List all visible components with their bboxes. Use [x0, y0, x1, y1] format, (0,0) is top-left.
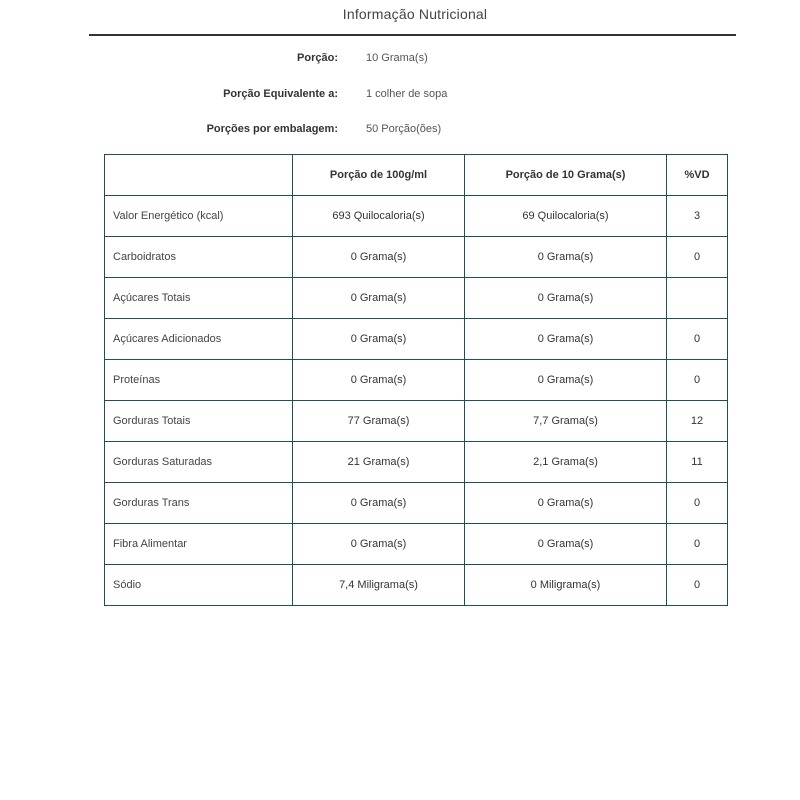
- table-row: [105, 196, 728, 237]
- title-divider: [89, 34, 736, 36]
- per-serving-value: 69 Quilocaloria(s): [465, 196, 667, 237]
- table-row: [105, 278, 728, 319]
- header-daily-value: %VD: [667, 155, 728, 196]
- daily-value: 3: [667, 196, 728, 237]
- nutrient-name: Gorduras Trans: [105, 483, 293, 524]
- per-serving-value: 0 Grama(s): [465, 237, 667, 278]
- daily-value: 0: [667, 319, 728, 360]
- table-row: [105, 401, 728, 442]
- header-per-serving: Porção de 10 Grama(s): [465, 155, 667, 196]
- serving-size-label: Porção:: [297, 52, 338, 64]
- serving-equivalent-row: [0, 88, 800, 104]
- daily-value: 11: [667, 442, 728, 483]
- nutrient-name: Açúcares Adicionados: [105, 319, 293, 360]
- table-header-row: [105, 155, 728, 196]
- nutrient-name: Valor Energético (kcal): [105, 196, 293, 237]
- nutrient-name: Gorduras Totais: [105, 401, 293, 442]
- per-serving-value: 0 Miligrama(s): [465, 565, 667, 606]
- daily-value: 0: [667, 360, 728, 401]
- table-row: [105, 237, 728, 278]
- daily-value: 0: [667, 483, 728, 524]
- servings-per-package-value: 50 Porção(ões): [366, 123, 442, 135]
- nutrient-name: Açúcares Totais: [105, 278, 293, 319]
- per-serving-value: 0 Grama(s): [465, 360, 667, 401]
- serving-equivalent-label: Porção Equivalente a:: [223, 88, 338, 100]
- servings-per-package-row: [0, 123, 800, 139]
- per-100g-value: 0 Grama(s): [293, 278, 465, 319]
- table-row: [105, 442, 728, 483]
- per-100g-value: 0 Grama(s): [293, 319, 465, 360]
- header-per-100g: Porção de 100g/ml: [293, 155, 465, 196]
- table-row: [105, 319, 728, 360]
- header-nutrient: [105, 155, 293, 196]
- daily-value: 0: [667, 524, 728, 565]
- nutrient-name: Gorduras Saturadas: [105, 442, 293, 483]
- per-100g-value: 0 Grama(s): [293, 524, 465, 565]
- table-row: [105, 565, 728, 606]
- per-100g-value: 21 Grama(s): [293, 442, 465, 483]
- per-100g-value: 7,4 Miligrama(s): [293, 565, 465, 606]
- per-serving-value: 0 Grama(s): [465, 483, 667, 524]
- nutrient-name: Sódio: [105, 565, 293, 606]
- per-serving-value: 2,1 Grama(s): [465, 442, 667, 483]
- per-serving-value: 0 Grama(s): [465, 319, 667, 360]
- nutrition-table: [104, 154, 728, 606]
- table-row: [105, 360, 728, 401]
- page-title: Informação Nutricional: [342, 6, 488, 22]
- per-100g-value: 77 Grama(s): [293, 401, 465, 442]
- serving-size-row: [0, 52, 800, 68]
- nutrient-name: Carboidratos: [105, 237, 293, 278]
- table-row: [105, 483, 728, 524]
- per-serving-value: 0 Grama(s): [465, 278, 667, 319]
- daily-value: 12: [667, 401, 728, 442]
- daily-value: [667, 278, 728, 319]
- per-100g-value: 0 Grama(s): [293, 237, 465, 278]
- nutrient-name: Proteínas: [105, 360, 293, 401]
- serving-size-value: 10 Grama(s): [366, 52, 428, 64]
- serving-equivalent-value: 1 colher de sopa: [366, 88, 448, 100]
- per-100g-value: 0 Grama(s): [293, 360, 465, 401]
- nutrient-name: Fibra Alimentar: [105, 524, 293, 565]
- servings-per-package-label: Porções por embalagem:: [206, 123, 338, 135]
- table-row: [105, 524, 728, 565]
- daily-value: 0: [667, 237, 728, 278]
- per-serving-value: 0 Grama(s): [465, 524, 667, 565]
- per-100g-value: 0 Grama(s): [293, 483, 465, 524]
- daily-value: 0: [667, 565, 728, 606]
- per-100g-value: 693 Quilocaloria(s): [293, 196, 465, 237]
- per-serving-value: 7,7 Grama(s): [465, 401, 667, 442]
